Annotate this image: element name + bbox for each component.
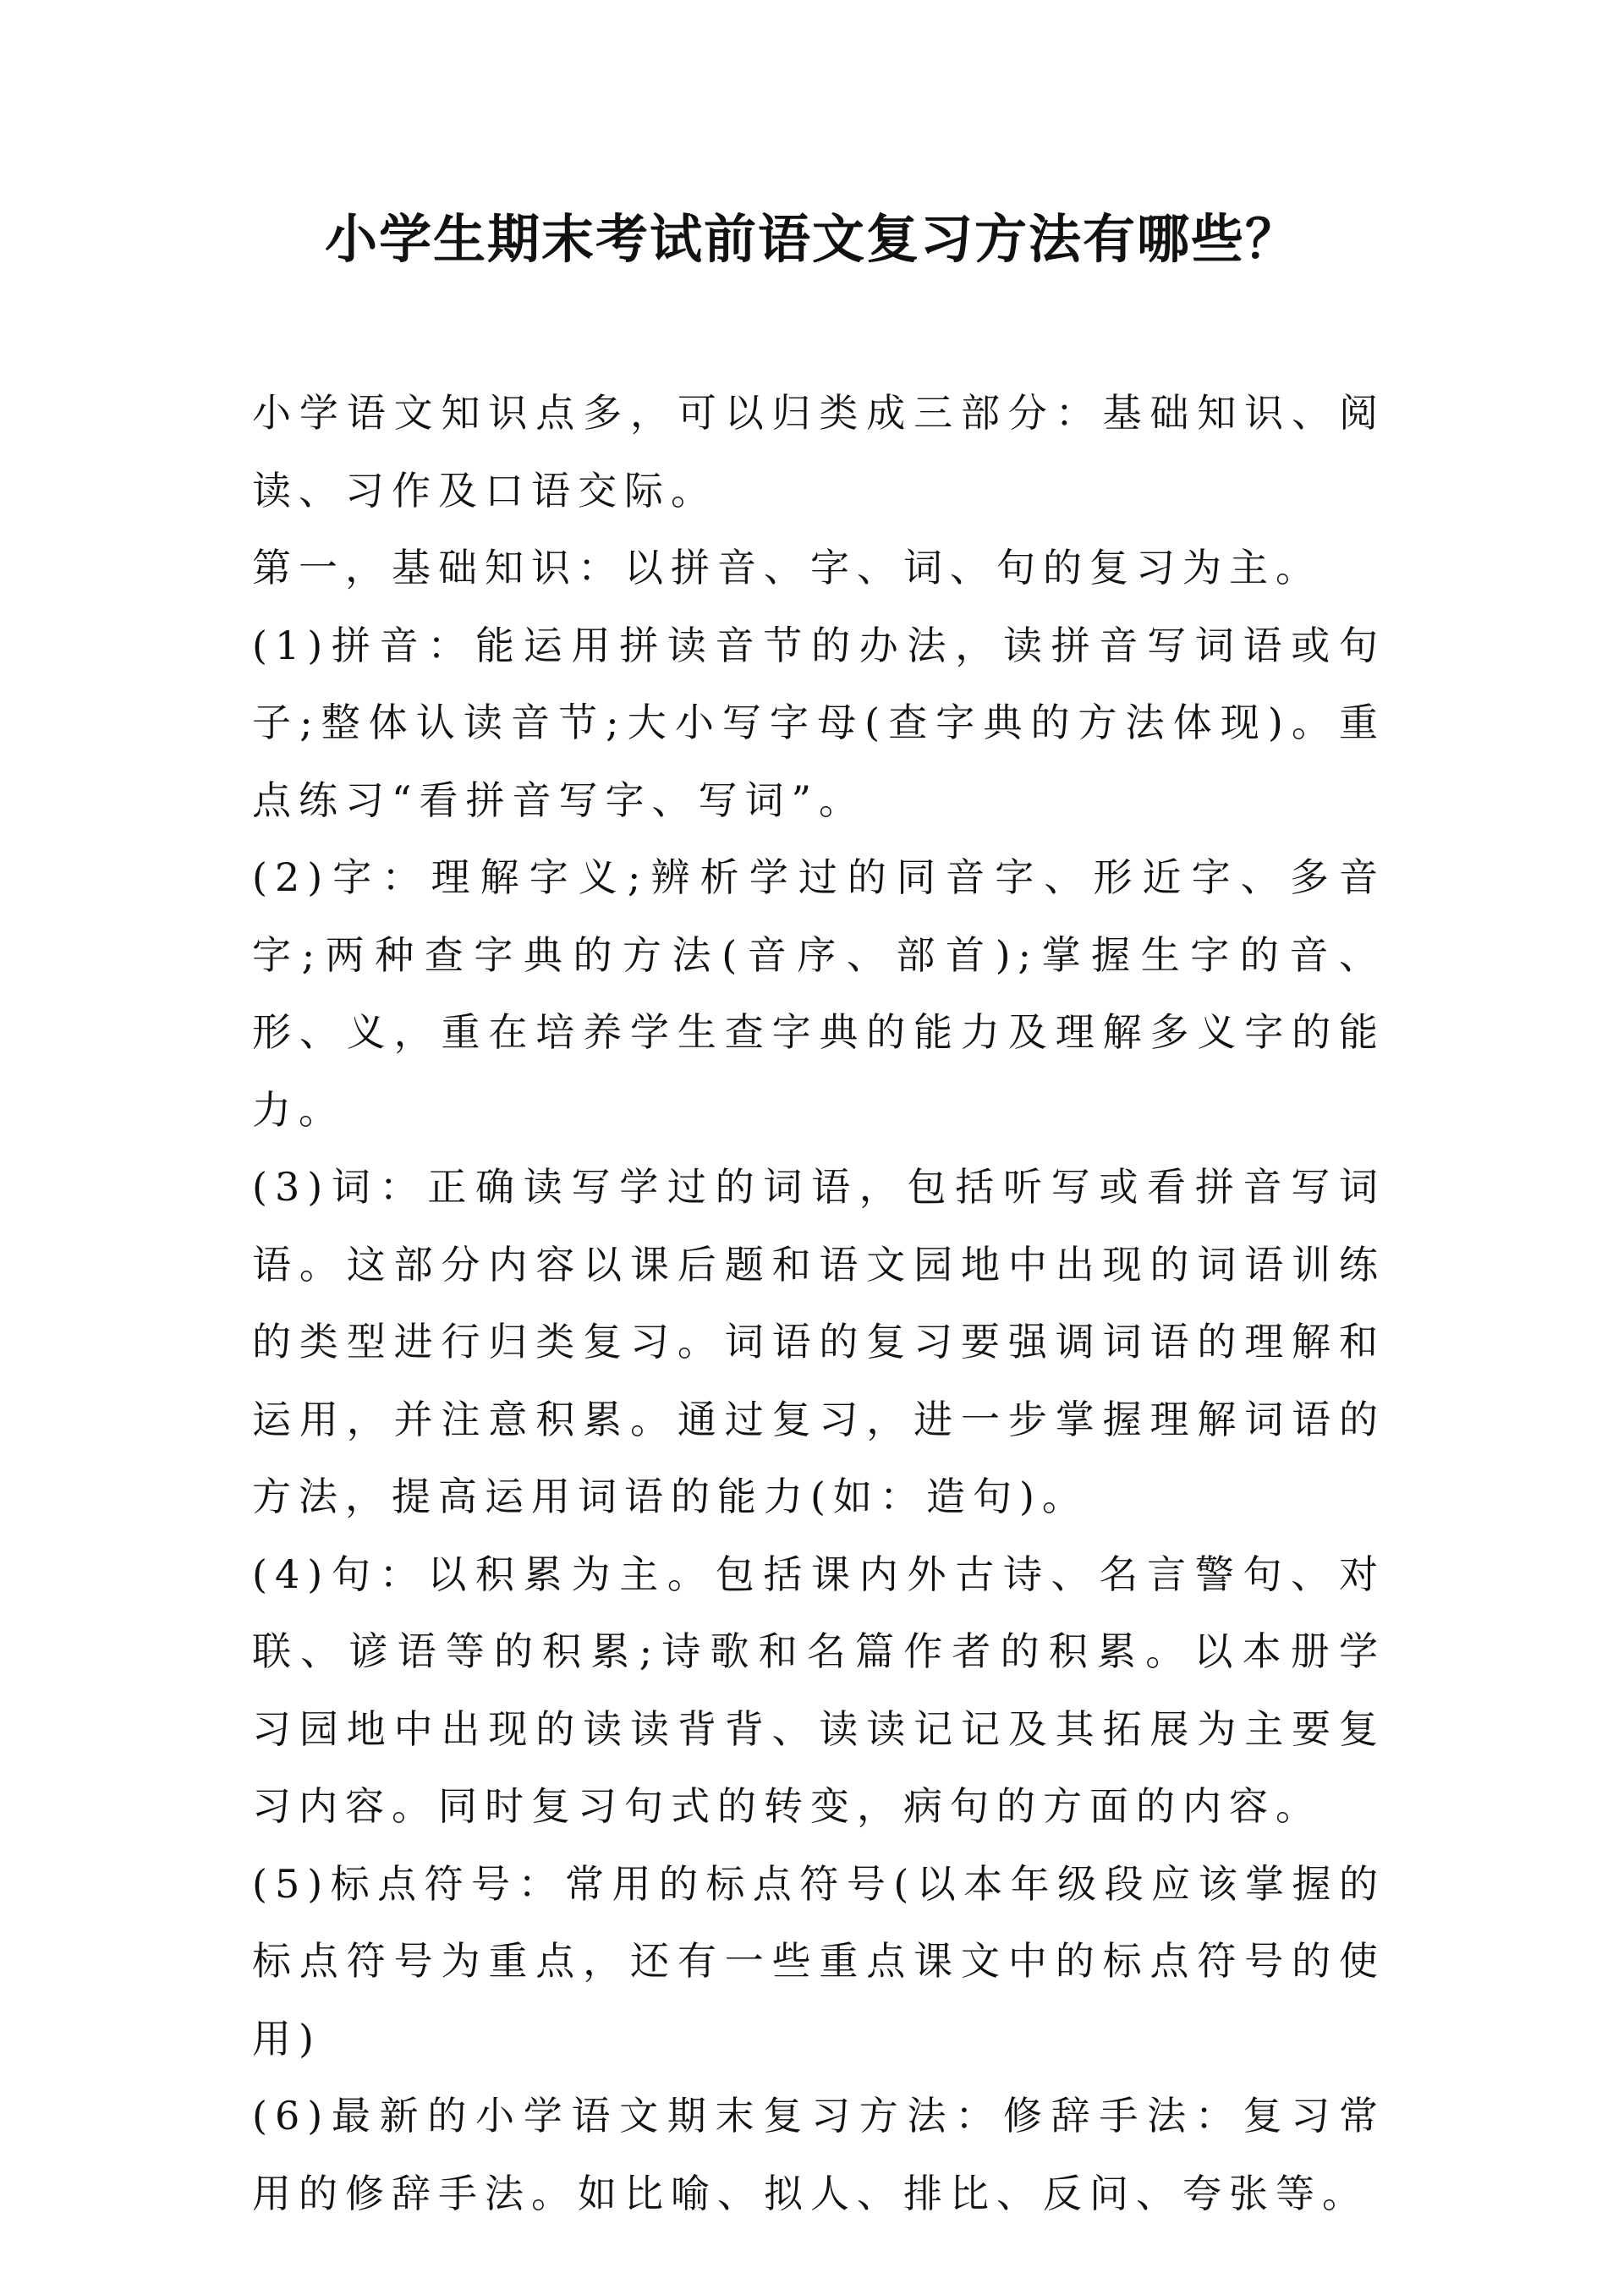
paragraph-basics-heading: 第一，基础知识：以拼音、字、词、句的复习为主。: [252, 545, 1322, 590]
paragraph-sentences: (4)句：以积累为主。包括课内外古诗、名言警句、对联、谚语等的积累;诗歌和名篇作者的积累。以本册学习园地中出现的读读背背、读读记记及其拓展为主要复习内容。同时复习句式的转变，病句的方面的内容。: [252, 1551, 1385, 1829]
paragraph-rhetoric: (6)最新的小学语文期末复习方法：修辞手法：复习常用的修辞手法。如比喻、拟人、排比、反问、夸张等。: [252, 2093, 1385, 2216]
document-body: [252, 375, 1385, 2232]
paragraph-words: (3)词：正确读写学过的词语，包括听写或看拼音写词语。这部分内容以课后题和语文园地中出现的词语训练的类型进行归类复习。词语的复习要强调词语的理解和运用，并注意积累。通过复习，进一步掌握理解词语的方法，提高运用词语的能力(如：造句)。: [252, 1164, 1385, 1519]
document-title: 小学生期末考试前语文复习方法有哪些？: [324, 208, 1299, 270]
paragraph-intro: 小学语文知识点多，可以归类成三部分：基础知识、阅读、习作及口语交际。: [252, 390, 1385, 513]
paragraph-pinyin: (1)拼音：能运用拼读音节的办法，读拼音写词语或句子;整体认读音节;大小写字母(查字典的方法体现)。重点练习“看拼音写字、写词”。: [252, 622, 1385, 823]
paragraph-punctuation: (5)标点符号：常用的标点符号(以本年级段应该掌握的标点符号为重点，还有一些重点课文中的标点符号的使用): [252, 1860, 1385, 2062]
paragraph-characters: (2)字：理解字义;辨析学过的同音字、形近字、多音字;两种查字典的方法(音序、部首);掌握生字的音、形、义，重在培养学生查字典的能力及理解多义字的能力。: [252, 854, 1385, 1133]
